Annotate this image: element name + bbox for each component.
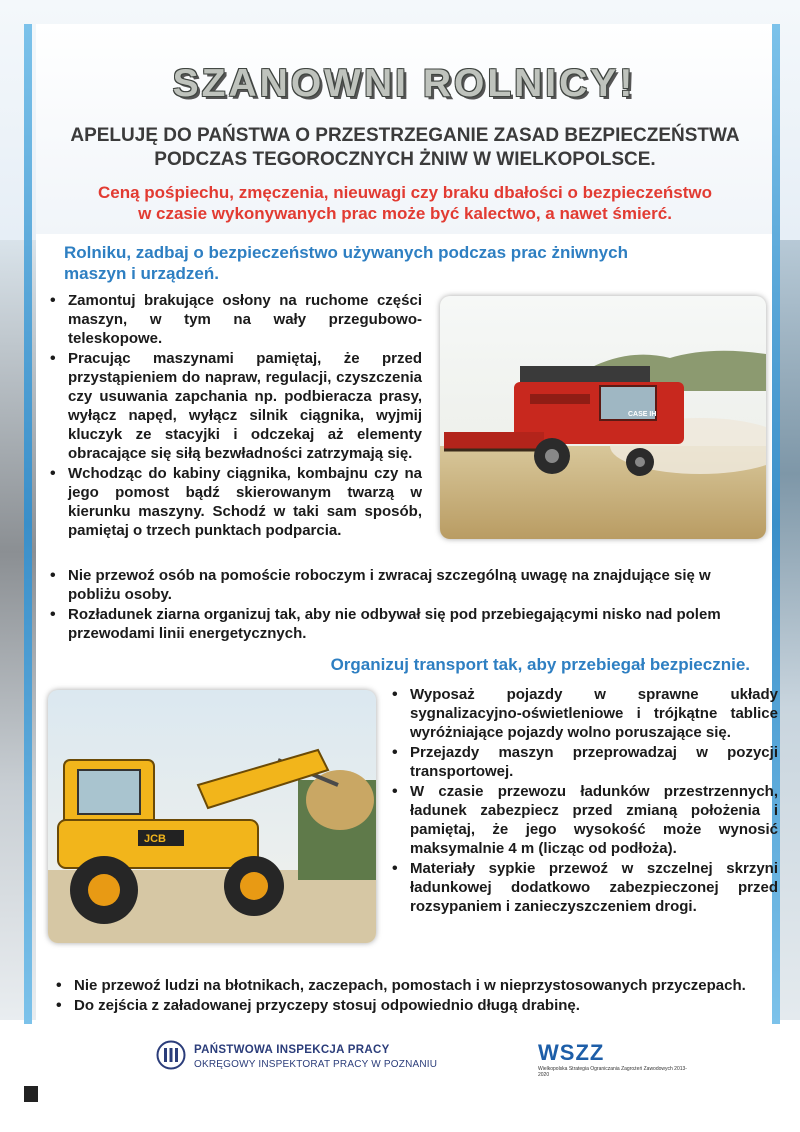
left-photo-edge [0,240,38,1020]
section-2-list [388,685,778,917]
pip-subtitle: OKRĘGOWY INSPEKTORAT PRACY W POZNANIU [194,1059,438,1070]
list-item: • Nie przewoź ludzi na błotnikach, zaczepach, pomostach i w nieprzystosowanych przyczepach. [52,976,772,995]
list-item: • Zamontuj brakujące osłony na ruchome części maszyn, w tym na wały przegubowo-teleskopowe. [46,291,422,348]
list-item: • Wyposaż pojazdy w sprawne układy sygnalizacyjno-oświetleniowe i trójkątne tablice wyróżniające pojazdy wolno poruszające się. [388,685,778,742]
section-1-list [46,291,422,541]
pip-logo-icon [156,1040,186,1070]
section-1-heading: Rolniku, zadbaj o bezpieczeństwo używanych podczas prac żniwnych maszyn i urządzeń. [64,243,628,283]
section-2-wide-list [52,976,772,1016]
list-item: • Przejazdy maszyn przeprowadzaj w pozycji transportowej. [388,743,778,781]
list-item: • Materiały sypkie przewoź w szczelnej skrzyni ładunkowej dodatkowo zabezpieczonej przed rozsypaniem i zanieczyszczeniem drogi. [388,859,778,916]
print-registration-mark [24,1086,38,1102]
subtitle-line-2: PODCZAS TEGOROCZNYCH ŻNIW W WIELKOPOLSCE. [154,149,656,170]
wszz-logo: WSZZ [538,1040,605,1065]
page-title: SZANOWNI ROLNICY! [172,62,636,105]
section-2-heading: Organizuj transport tak, aby przebiegał bezpiecznie. [330,655,750,674]
subtitle [60,124,750,172]
list-item: • Do zejścia z załadowanej przyczepy stosuj odpowiednio długą drabinę. [52,996,772,1015]
list-item: • Rozładunek ziarna organizuj tak, aby nie odbywał się pod przebiegającymi nisko nad polem przewodami linii energetycznych. [46,605,726,643]
pip-name: PAŃSTWOWA INSPEKCJA PRACY [194,1044,390,1056]
telehandler-photo [48,690,376,943]
list-item: • Pracując maszynami pamiętaj, że przed przystąpieniem do napraw, regulacji, czyszczenia czy usuwania zapchania np. podbieracza prasy, wyłącz napęd, wyłącz silnik ciągnika, wyjmij kluczyk ze stacyjki i odczekaj aż elementy obracające się siłą bezwładności zatrzymają się. [46,349,422,463]
combine-harvester-photo [440,296,766,539]
warning-line-2: w czasie wykonywanych prac może być kalectwo, a nawet śmierć. [138,204,672,223]
warning-text [60,182,750,224]
left-blue-stripe [24,24,32,1024]
list-item: • Wchodząc do kabiny ciągnika, kombajnu czy na jego pomost bądź skierowanym twarzą w kierunku maszyny. Schodź w taki sam sposób, pamiętaj o trzech punktach podparcia. [46,464,422,540]
warning-line-1: Ceną pośpiechu, zmęczenia, nieuwagi czy braku dbałości o bezpieczeństwo [97,183,713,202]
list-item: • W czasie przewozu ładunków przestrzennych, ładunek zabezpiecz przed zmianą położenia i pamiętaj, że jego wysokość może wynosić maksymalnie 4 m (licząc od podłoża). [388,782,778,858]
loader-brand-label: JCB [144,833,167,845]
wszz-subtitle: Wielkopolska Strategia Ograniczania Zagrożeń Zawodowych 2013-2020 [538,1066,687,1078]
subtitle-line-1: APELUJĘ DO PAŃSTWA O PRZESTRZEGANIE ZASAD BEZPIECZEŃSTWA [70,125,740,146]
list-item: • Nie przewoź osób na pomoście roboczym i zwracaj szczególną uwagę na znajdujące się w pobliżu osoby. [46,566,726,604]
section-1-wide-list [46,566,726,644]
combine-brand-label: CASE IH [628,411,657,418]
